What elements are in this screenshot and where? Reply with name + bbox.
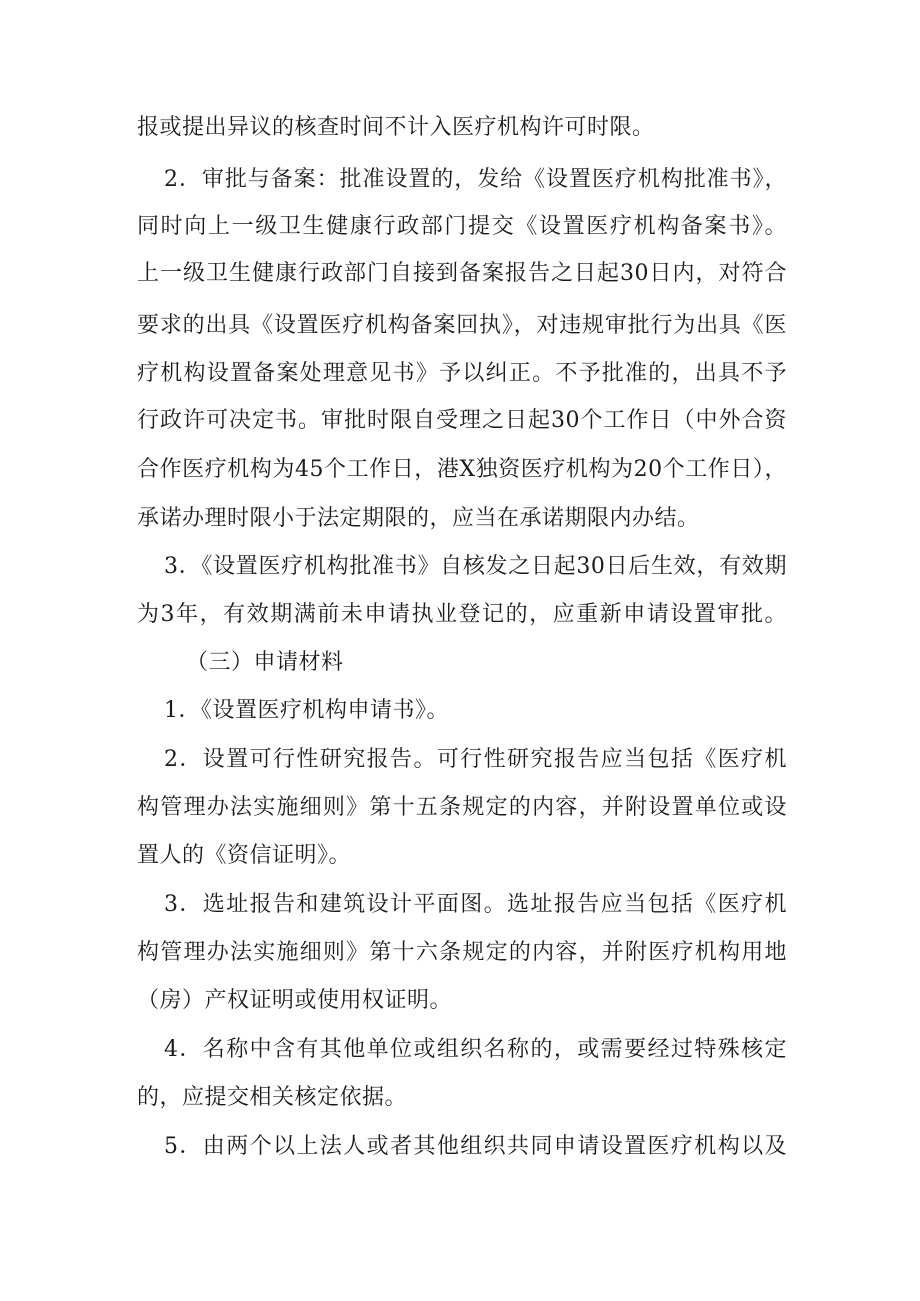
text-line: 3．《设置医疗机构批准书》自核发之日起30日后生效，有效期 [164, 554, 787, 579]
text-line: 5．由两个以上法人或者其他组织共同申请设置医疗机构以及 [164, 1134, 787, 1159]
text-line: 要求的出具《设置医疗机构备案回执》，对违规审批行为出具《医 [137, 313, 787, 338]
section-heading: （三）申请材料 [186, 650, 344, 675]
text-line: 构管理办法实施细则》第十六条规定的内容，并附医疗机构用地 [137, 940, 787, 965]
text-line: 为3年，有效期满前未申请执业登记的，应重新申请设置审批。 [137, 602, 787, 627]
text-line: 3．选址报告和建筑设计平面图。选址报告应当包括《医疗机 [164, 892, 787, 917]
text-line: 疗机构设置备案处理意见书》予以纠正。不予批准的，出具不予 [137, 361, 787, 386]
text-line: 的，应提交相关核定依据。 [137, 1085, 408, 1110]
text-line: 4．名称中含有其他单位或组织名称的，或需要经过特殊核定 [164, 1037, 787, 1062]
text-line: （房）产权证明或使用权证明。 [137, 988, 453, 1013]
text-line: 报或提出异议的核查时间不计入医疗机构许可时限。 [137, 115, 655, 140]
text-line: 上一级卫生健康行政部门自接到备案报告之日起30日内，对符合 [137, 261, 787, 286]
text-line: 同时向上一级卫生健康行政部门提交《设置医疗机构备案书》。 [137, 214, 787, 239]
text-line: 置人的《资信证明》。 [137, 843, 352, 868]
text-line: 承诺办理时限小于法定期限的，应当在承诺期限内办结。 [137, 506, 700, 531]
text-line: 2．设置可行性研究报告。可行性研究报告应当包括《医疗机 [164, 747, 787, 772]
text-line: 2．审批与备案：批准设置的，发给《设置医疗机构批准书》， [164, 167, 787, 192]
text-line: 构管理办法实施细则》第十五条规定的内容，并附设置单位或设 [137, 795, 787, 820]
text-line: 合作医疗机构为45个工作日，港X独资医疗机构为20个工作日）， [137, 457, 787, 482]
text-line: 1．《设置医疗机构申请书》。 [164, 698, 449, 723]
text-line: 行政许可决定书。审批时限自受理之日起30个工作日（中外合资 [137, 408, 787, 433]
